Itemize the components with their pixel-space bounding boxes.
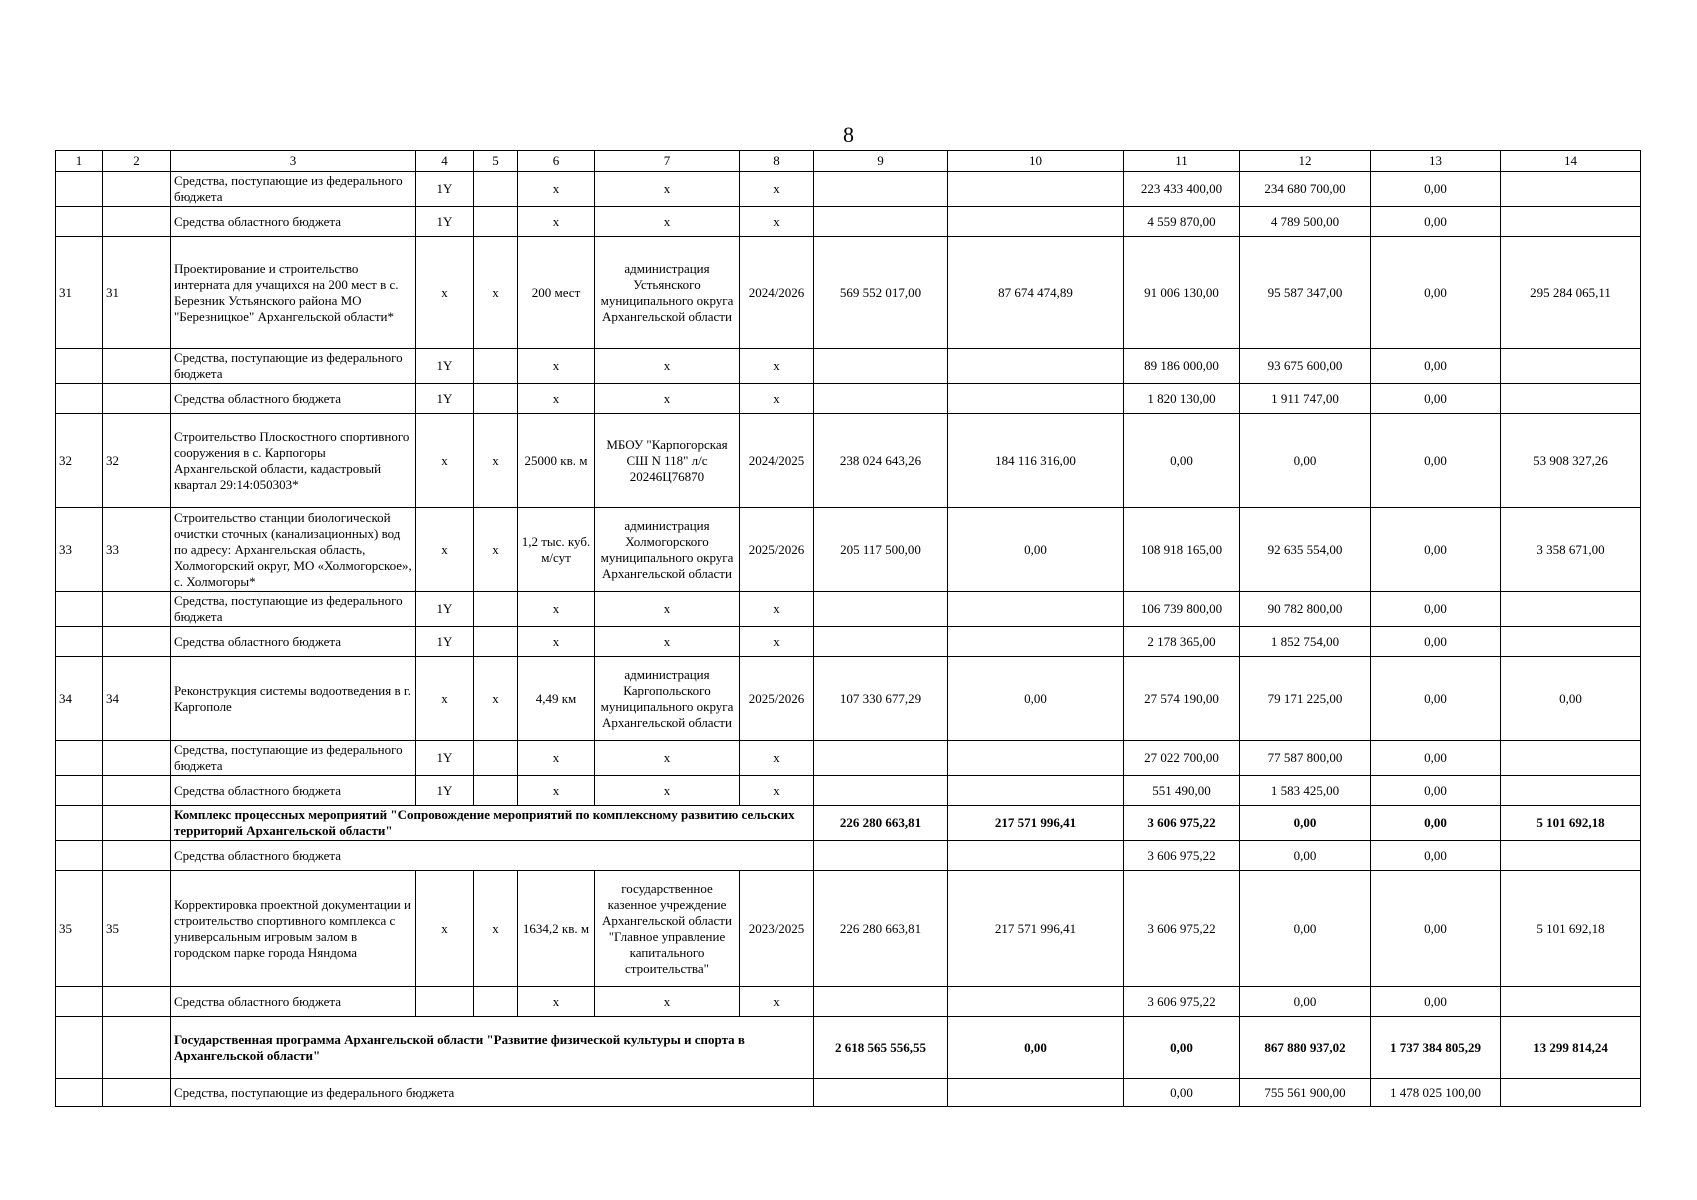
project-name: Реконструкция системы водоотведения в г. Каргополе: [171, 657, 416, 741]
funding-source-label: Средства, поступающие из федерального бюджета: [171, 172, 416, 207]
funding-source-label: Средства областного бюджета: [171, 776, 416, 806]
funding-source-label: Средства областного бюджета: [171, 384, 416, 414]
table-row: 34 34 Реконструкция системы водоотведения в г. Каргополе х х 4,49 км администрация Каргопольского муниципального округа Архангельской области 2025/2026 107 330 677,29 0,00 27 574 190,00 79 171 225,00 0,00 0,00: [56, 657, 1641, 741]
header-cell: 7: [595, 151, 740, 172]
header-cell: 12: [1240, 151, 1371, 172]
header-cell: 2: [103, 151, 171, 172]
header-cell: 1: [56, 151, 103, 172]
project-name: Проектирование и строительство интерната для учащихся на 200 мест в с. Березник Устьянского района МО "Березницкое" Архангельской области*: [171, 237, 416, 349]
header-cell: 6: [518, 151, 595, 172]
project-name: Строительство станции биологической очистки сточных (канализационных) вод по адресу: Архангельская область, Холмогорский округ, МО «Холмогорское», с. Холмогоры*: [171, 508, 416, 592]
table-row: Средства, поступающие из федерального бюджета 1Y х х х 27 022 700,00 77 587 800,00 0,00: [56, 741, 1641, 776]
header-cell: 14: [1501, 151, 1641, 172]
header-cell: 3: [171, 151, 416, 172]
funding-source-label: Средства областного бюджета: [171, 627, 416, 657]
header-row: [56, 151, 1641, 172]
section-title: Комплекс процессных мероприятий "Сопровождение мероприятий по комплексному развитию сельских территорий Архангельской области": [171, 806, 814, 841]
header-cell: 4: [416, 151, 474, 172]
table-row: Средства, поступающие из федерального бюджета 1Y х х х 106 739 800,00 90 782 800,00 0,00: [56, 592, 1641, 627]
table-row: Средства областного бюджета 3 606 975,22 0,00 0,00: [56, 841, 1641, 871]
table-row: Средства областного бюджета 1Y х х х 2 178 365,00 1 852 754,00 0,00: [56, 627, 1641, 657]
table-row: Средства, поступающие из федерального бюджета 0,00 755 561 900,00 1 478 025 100,00: [56, 1079, 1641, 1107]
funding-source-label: Средства областного бюджета: [171, 841, 814, 871]
table-row: 35 35 Корректировка проектной документации и строительство спортивного комплекса с универсальным игровым залом в городском парке города Няндома х х 1634,2 кв. м государственное казенное учреждение Архангельской области "Главное управление капитального строительства" 2023/2025 226 280 663,81 217 571 996,41 3 606 975,22 0,00 0,00 5 101 692,18: [56, 871, 1641, 987]
program-title: Государственная программа Архангельской области "Развитие физической культуры и спорта в Архангельской области": [171, 1017, 814, 1079]
table-row: Средства, поступающие из федерального бюджета 1Y х х х 89 186 000,00 93 675 600,00 0,00: [56, 349, 1641, 384]
table-row: 33 33 Строительство станции биологической очистки сточных (канализационных) вод по адресу: Архангельская область, Холмогорский округ, МО «Холмогорское», с. Холмогоры* х х 1,2 тыс. куб. м/сут администрация Холмогорского муниципального округа Архангельской области 2025/2026 205 117 500,00 0,00 108 918 165,00 92 635 554,00 0,00 3 358 671,00: [56, 508, 1641, 592]
funding-source-label: Средства, поступающие из федерального бюджета: [171, 349, 416, 384]
table-row: Средства областного бюджета 1Y х х х 4 559 870,00 4 789 500,00 0,00: [56, 207, 1641, 237]
table-row: Средства областного бюджета х х х 3 606 975,22 0,00 0,00: [56, 987, 1641, 1017]
table-row: Средства, поступающие из федерального бюджета 1Y х х х 223 433 400,00 234 680 700,00 0,00: [56, 172, 1641, 207]
project-name: Корректировка проектной документации и строительство спортивного комплекса с универсальным игровым залом в городском парке города Няндома: [171, 871, 416, 987]
table-row: Средства областного бюджета 1Y х х х 1 820 130,00 1 911 747,00 0,00: [56, 384, 1641, 414]
header-cell: 13: [1371, 151, 1501, 172]
table-row: 32 32 Строительство Плоскостного спортивного сооружения в с. Карпогоры Архангельской области, кадастровый квартал 29:14:050303* х х 25000 кв. м МБОУ "Карпогорская СШ N 118" л/с 20246Ц76870 2024/2025 238 024 643,26 184 116 316,00 0,00 0,00 0,00 53 908 327,26: [56, 414, 1641, 508]
program-total-row: Государственная программа Архангельской области "Развитие физической культуры и спорта в Архангельской области" 2 618 565 556,55 0,00 0,00 867 880 937,02 1 737 384 805,29 13 299 814,24: [56, 1017, 1641, 1079]
funding-source-label: Средства, поступающие из федерального бюджета: [171, 592, 416, 627]
funding-source-label: Средства областного бюджета: [171, 207, 416, 237]
funding-source-label: Средства, поступающие из федерального бюджета: [171, 741, 416, 776]
header-cell: 11: [1124, 151, 1240, 172]
header-cell: 10: [948, 151, 1124, 172]
section-total-row: Комплекс процессных мероприятий "Сопровождение мероприятий по комплексному развитию сельских территорий Архангельской области" 226 280 663,81 217 571 996,41 3 606 975,22 0,00 0,00 5 101 692,18: [56, 806, 1641, 841]
project-name: Строительство Плоскостного спортивного сооружения в с. Карпогоры Архангельской области, кадастровый квартал 29:14:050303*: [171, 414, 416, 508]
budget-table: [55, 150, 1641, 1107]
page-number: 8: [843, 122, 854, 147]
table-row: 31 31 Проектирование и строительство интерната для учащихся на 200 мест в с. Березник Устьянского района МО "Березницкое" Архангельской области* х х 200 мест администрация Устьянского муниципального округа Архангельской области 2024/2026 569 552 017,00 87 674 474,89 91 006 130,00 95 587 347,00 0,00 295 284 065,11: [56, 237, 1641, 349]
funding-source-label: Средства, поступающие из федерального бюджета: [171, 1079, 814, 1107]
funding-source-label: Средства областного бюджета: [171, 987, 416, 1017]
table-row: Средства областного бюджета 1Y х х х 551 490,00 1 583 425,00 0,00: [56, 776, 1641, 806]
header-cell: 9: [814, 151, 948, 172]
header-cell: 5: [474, 151, 518, 172]
header-cell: 8: [740, 151, 814, 172]
